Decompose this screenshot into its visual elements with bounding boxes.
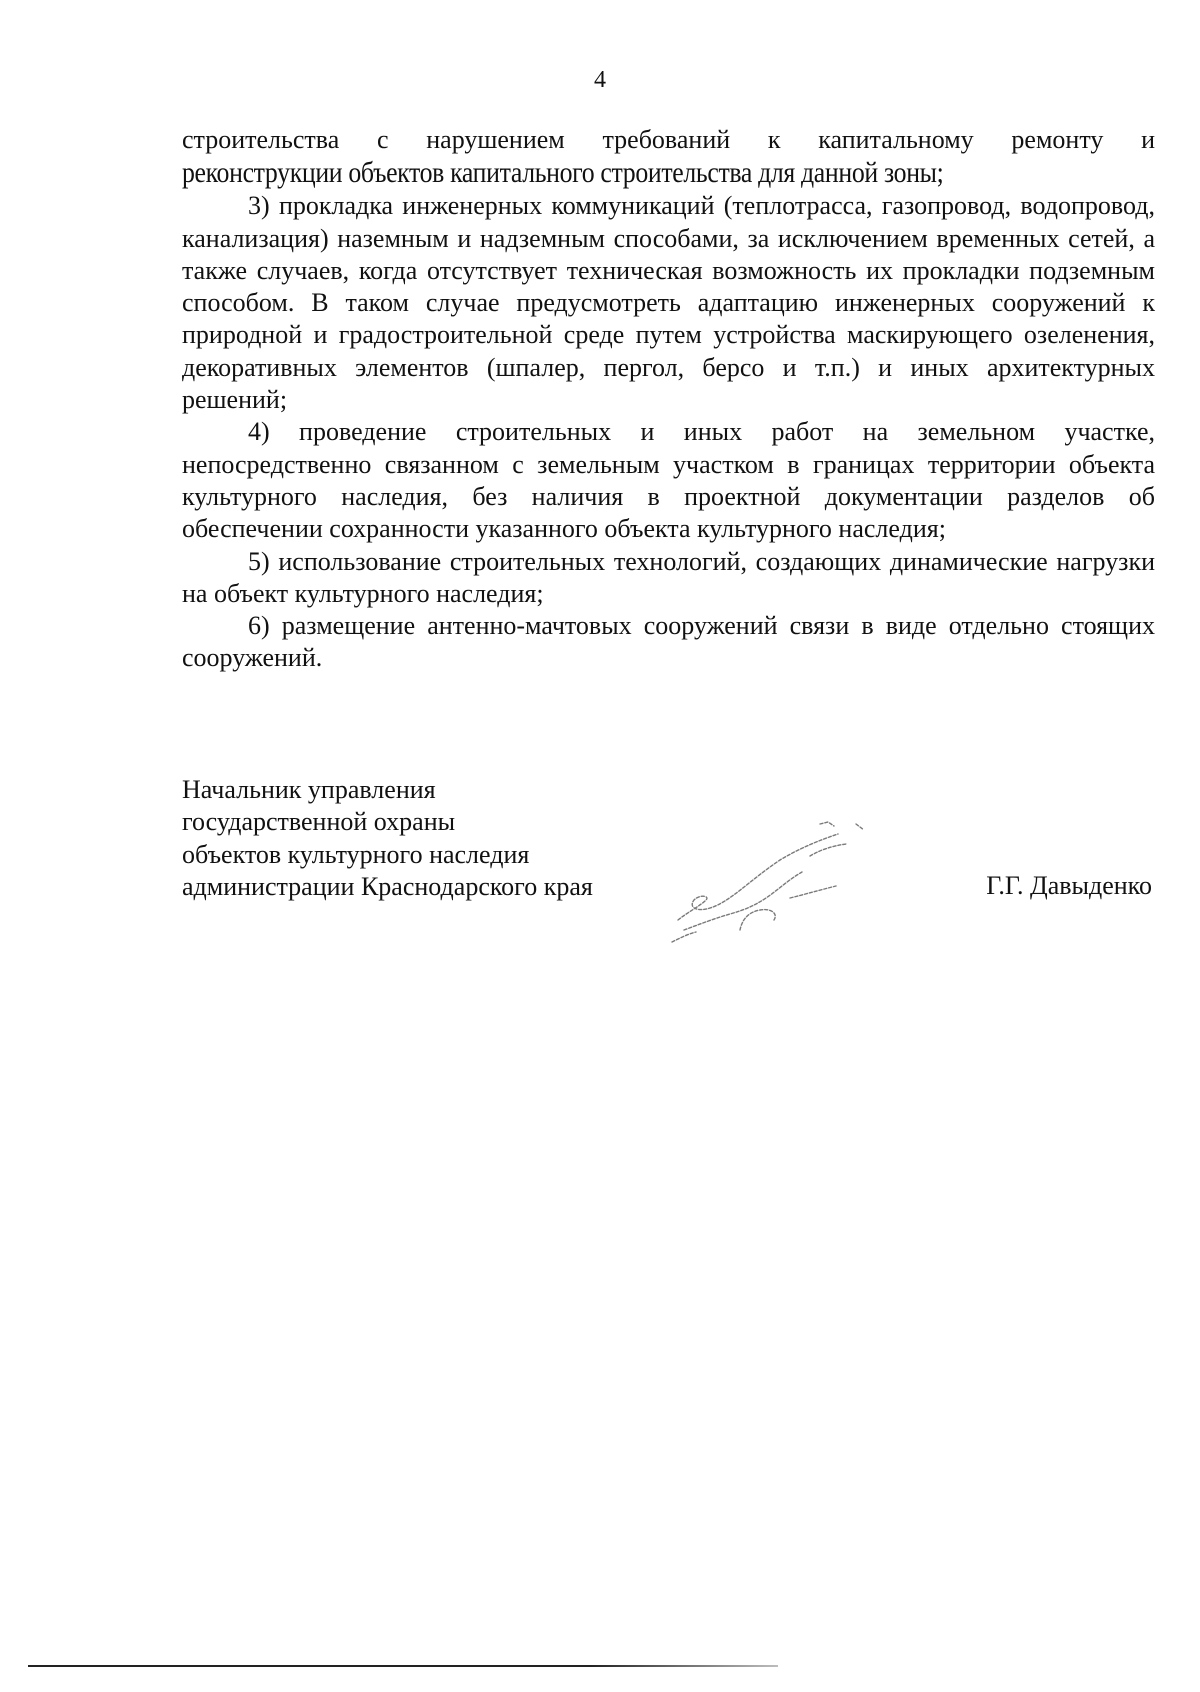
document-body	[182, 124, 1155, 675]
continuation-line-2: реконструкции объектов капитального строительства для данной зоны;	[182, 156, 944, 190]
signer-position-line-3: объектов культурного наследия	[182, 839, 530, 869]
footer-divider	[28, 1665, 778, 1667]
signatory-name: Г.Г. Давыденко	[986, 871, 1152, 900]
signer-position-line-4: администрации Краснодарского края	[182, 871, 593, 901]
page-number: 4	[594, 67, 606, 93]
paragraph-item-5: 5) использование строительных технологий, создающих динамические нагрузки на объект культурного наследия;	[182, 546, 1155, 608]
paragraph-item-4: 4) проведение строительных и иных работ на земельном участке, непосредственно связанном с земельным участком в границах территории объекта культурного наследия, без наличия в проектной документации разделов об обеспечении сохранности указанного объекта культурного наследия;	[182, 417, 1155, 544]
paragraph-continuation	[182, 124, 1155, 190]
paragraph-item-3: 3) прокладка инженерных коммуникаций (теплотрасса, газопровод, водопровод, канализация) наземным и надземным способами, за исключением временных сетей, а также случаев, когда отсутствует техническая возможность их прокладки подземным способом. В таком случае предусмотреть адаптацию инженерных сооружений к природной и градостроительной среде путем устройства маскирующего озеленения, декоративных элементов (шпалер, пергол, берсо и т.п.) и иных архитектурных решений;	[182, 191, 1155, 415]
signer-position-line-1: Начальник управления	[182, 775, 436, 804]
signer-position	[182, 774, 593, 903]
continuation-line-1: строительства с нарушением требований к капитальному ремонту и	[182, 125, 1155, 154]
signer-position-line-2: государственной охраны	[182, 807, 456, 837]
handwritten-signature	[670, 820, 900, 950]
paragraph-item-6: 6) размещение антенно-мачтовых сооружений связи в виде отдельно стоящих сооружений.	[182, 611, 1155, 673]
